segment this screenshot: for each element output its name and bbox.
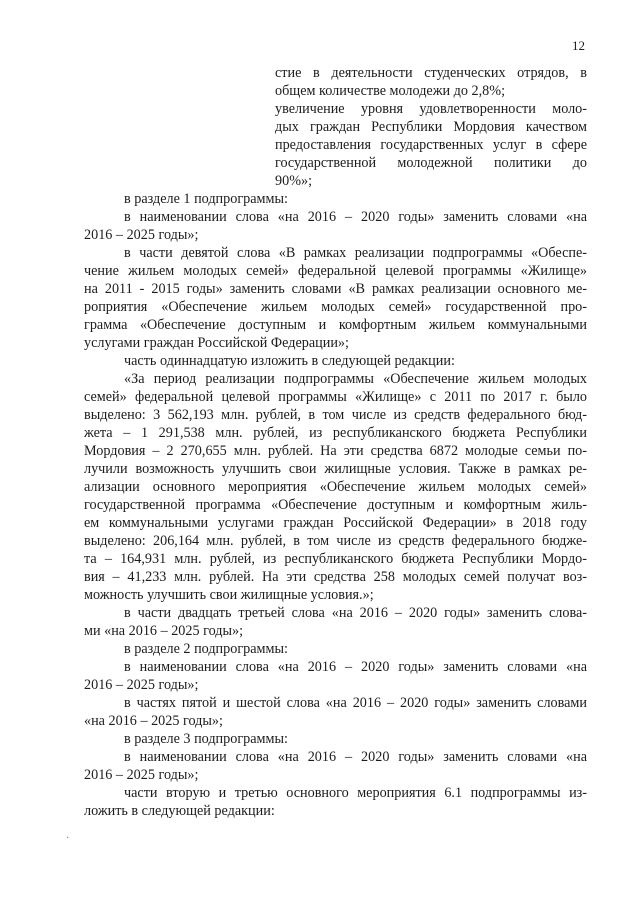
text-line: вия – 41,233 млн. рублей. На эти средства 258 молодых семей получат воз- (84, 569, 587, 585)
text-line: часть одиннадцатую изложить в следующей редакции: (124, 353, 455, 369)
text-line: ализации основного мероприятия «Обеспечение жильем молодых семей» (84, 479, 587, 495)
text-line: семей» федеральной целевой программы «Жилище» с 2011 по 2017 г. было (84, 389, 587, 405)
text-line: предоставления государственных услуг в сфере (275, 137, 587, 153)
text-line: жета – 1 291,538 млн. рублей, из республиканского бюджета Республики (84, 425, 587, 441)
text-line: в наименовании слова «на 2016 – 2020 годы» заменить словами «на (124, 749, 587, 765)
text-line: в части двадцать третьей слова «на 2016 – 2020 годы» заменить слова- (124, 605, 587, 621)
text-line: в наименовании слова «на 2016 – 2020 годы» заменить словами «на (124, 659, 587, 675)
text-line: можность улучшить свои жилищные условия.»; (84, 587, 374, 603)
text-line: дых граждан Республики Мордовия качеством (275, 119, 587, 135)
text-line: государственной программа «Обеспечение доступным и комфортным жиль- (84, 497, 587, 513)
text-line: 2016 – 2025 годы»; (84, 677, 199, 693)
text-line: 90%»; (275, 173, 313, 189)
text-line: 2016 – 2025 годы»; (84, 767, 199, 783)
text-line: на 2011 - 2015 годы» заменить словами «В рамках реализации основного ме- (84, 281, 587, 297)
text-line: увеличение уровня удовлетворенности моло- (275, 101, 587, 117)
scan-speck: · (66, 833, 70, 844)
text-line: «на 2016 – 2025 годы»; (84, 713, 223, 729)
text-line: «За период реализации подпрограммы «Обеспечение жильем молодых (124, 371, 587, 387)
text-line: лучили возможность улучшить свои жилищные условия. Также в рамках ре- (84, 461, 587, 477)
text-line: роприятия «Обеспечение жильем молодых семей» государственной про- (84, 299, 587, 315)
text-line: ем коммунальными услугами граждан Российской Федерации» в 2018 году (84, 515, 587, 531)
text-line: в разделе 3 подпрограммы: (124, 731, 288, 747)
text-line: выделено: 3 562,193 млн. рублей, в том числе из средств федерального бюд- (84, 407, 587, 423)
text-line: ми «на 2016 – 2025 годы»; (84, 623, 244, 639)
text-line: чение жильем молодых семей» федеральной целевой программы «Жилище» (84, 263, 587, 279)
text-line: государственной молодежной политики до (275, 155, 587, 171)
text-line: в части девятой слова «В рамках реализации подпрограммы «Обеспе- (124, 245, 587, 261)
text-line: общем количестве молодежи до 2,8%; (275, 83, 506, 99)
text-line: 2016 – 2025 годы»; (84, 227, 199, 243)
text-line: услугами граждан Российской Федерации»; (84, 335, 349, 351)
text-line: та – 164,931 млн. рублей, из республиканского бюджета Республики Мордо- (84, 551, 587, 567)
text-line: ложить в следующей редакции: (84, 803, 275, 819)
text-line: в разделе 2 подпрограммы: (124, 641, 288, 657)
page-number: 12 (572, 38, 585, 53)
text-line: стие в деятельности студенческих отрядов, в (275, 65, 587, 81)
text-line: части вторую и третью основного мероприятия 6.1 подпрограммы из- (124, 785, 587, 801)
text-line: в частях пятой и шестой слова «на 2016 – 2020 годы» заменить словами (124, 695, 587, 711)
text-line: в наименовании слова «на 2016 – 2020 годы» заменить словами «на (124, 209, 587, 225)
text-line: Мордовия – 2 270,655 млн. рублей. На эти средства 6872 молодые семьи по- (84, 443, 587, 459)
text-line: выделено: 206,164 млн. рублей, в том числе из средств федерального бюдже- (84, 533, 587, 549)
text-line: в разделе 1 подпрограммы: (124, 191, 288, 207)
text-line: грамма «Обеспечение доступным и комфортным жильем коммунальными (84, 317, 587, 333)
